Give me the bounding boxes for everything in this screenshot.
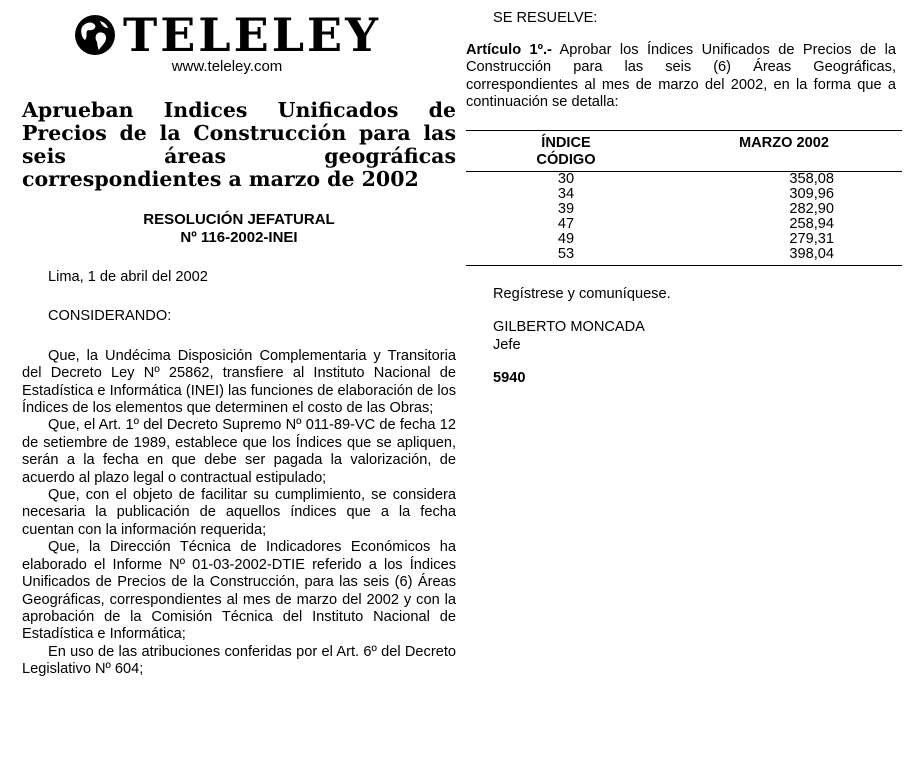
index-value: 398,04 — [789, 245, 834, 262]
article-lead: Artículo 1º.- — [466, 42, 552, 58]
index-value-cell — [666, 217, 902, 232]
resolution-number: Nº 116-2002-INEI — [180, 229, 298, 246]
left-column — [22, 10, 456, 679]
masthead-logo: TELELEY — [123, 8, 381, 62]
place-date: Lima, 1 de abril del 2002 — [48, 269, 208, 285]
index-code: 39 — [557, 200, 575, 217]
masthead-site: www.teleley.com — [171, 58, 283, 75]
right-column — [466, 10, 896, 386]
index-table — [466, 130, 902, 266]
index-code: 49 — [557, 230, 575, 247]
index-value-cell — [666, 232, 902, 247]
article-1 — [466, 42, 896, 112]
table-header-row — [466, 130, 902, 171]
index-value: 279,31 — [789, 230, 834, 247]
index-value: 258,94 — [789, 215, 834, 232]
considerando-heading: CONSIDERANDO: — [48, 308, 172, 325]
index-value: 358,08 — [789, 170, 834, 187]
index-value-cell — [666, 187, 902, 202]
table-row — [466, 202, 902, 217]
signer-name: GILBERTO MONCADA — [493, 318, 645, 335]
paragraph: En uso de las atribuciones conferidas por el Art. 6º del Decreto Legislativo Nº 604; — [22, 643, 456, 678]
table-row — [466, 171, 902, 187]
index-value-cell — [666, 171, 902, 187]
table-row — [466, 217, 902, 232]
index-code: 30 — [557, 170, 575, 187]
header-marzo: MARZO 2002 — [666, 130, 902, 171]
masthead — [62, 10, 392, 60]
reference-number: 5940 — [493, 369, 526, 386]
header-code-label: CÓDIGO — [536, 151, 596, 168]
index-code: 47 — [557, 215, 575, 232]
header-index-label: ÍNDICE — [541, 134, 591, 151]
closing-line: Regístrese y comuníquese. — [493, 285, 671, 302]
headline: Aprueban Indices Unificados de Precios de la Construcción para las seis áreas geográficas correspondientes a marzo de 2002 — [22, 98, 456, 191]
index-code: 53 — [466, 247, 666, 266]
index-code: 34 — [557, 185, 575, 202]
index-value-cell — [666, 247, 902, 266]
index-value: 282,90 — [789, 200, 834, 217]
signer-title: Jefe — [493, 336, 521, 353]
paragraph: Que, la Undécima Disposición Complementaria y Transitoria del Decreto Ley Nº 25862, transfiere al Instituto Nacional de Estadística e Informática (INEI) las funciones de elaboración de los Índices de los elementos que determinen el costo de las Obras; — [22, 347, 456, 417]
index-value-cell — [666, 202, 902, 217]
paragraph: Que, el Art. 1º del Decreto Supremo Nº 011-89-VC de fecha 12 de setiembre de 1989, establece que los Índices que se apliquen, serán a la fecha en que debe ser pagada la valorización, de acuerdo al plazo legal o contractual estipulado; — [22, 417, 456, 486]
table-row — [466, 247, 902, 266]
signer-block — [493, 318, 896, 354]
paragraph: Que, con el objeto de facilitar su cumplimiento, se considera necesaria la publicación de aquellos índices que a la fecha cuentan con la información requerida; — [22, 487, 456, 538]
table-row — [466, 232, 902, 247]
index-value: 309,96 — [789, 185, 834, 202]
resuelve-heading: SE RESUELVE: — [493, 10, 598, 26]
resolution-title: RESOLUCIÓN JEFATURAL — [143, 211, 335, 228]
globe-icon — [73, 13, 117, 57]
paragraph: Que, la Dirección Técnica de Indicadores Económicos ha elaborado el Informe Nº 01-03-2002-DTIE referido a los Índices Unificados de Precios de la Construcción, para las seis (6) Áreas Geográficas, correspondientes al mes de marzo del 2002 y con la aprobación de la Comisión Técnica del Instituto Nacional de Estadística e Informática; — [22, 539, 456, 643]
header-index-code — [466, 130, 666, 171]
article-text: Aprobar los Índices Unificados de Precios de la Construcción para las seis (6) Áreas Geográficas, correspondientes al mes de marzo del 2002, en la forma que a continuación se detalla: — [466, 42, 896, 111]
table-row — [466, 187, 902, 202]
